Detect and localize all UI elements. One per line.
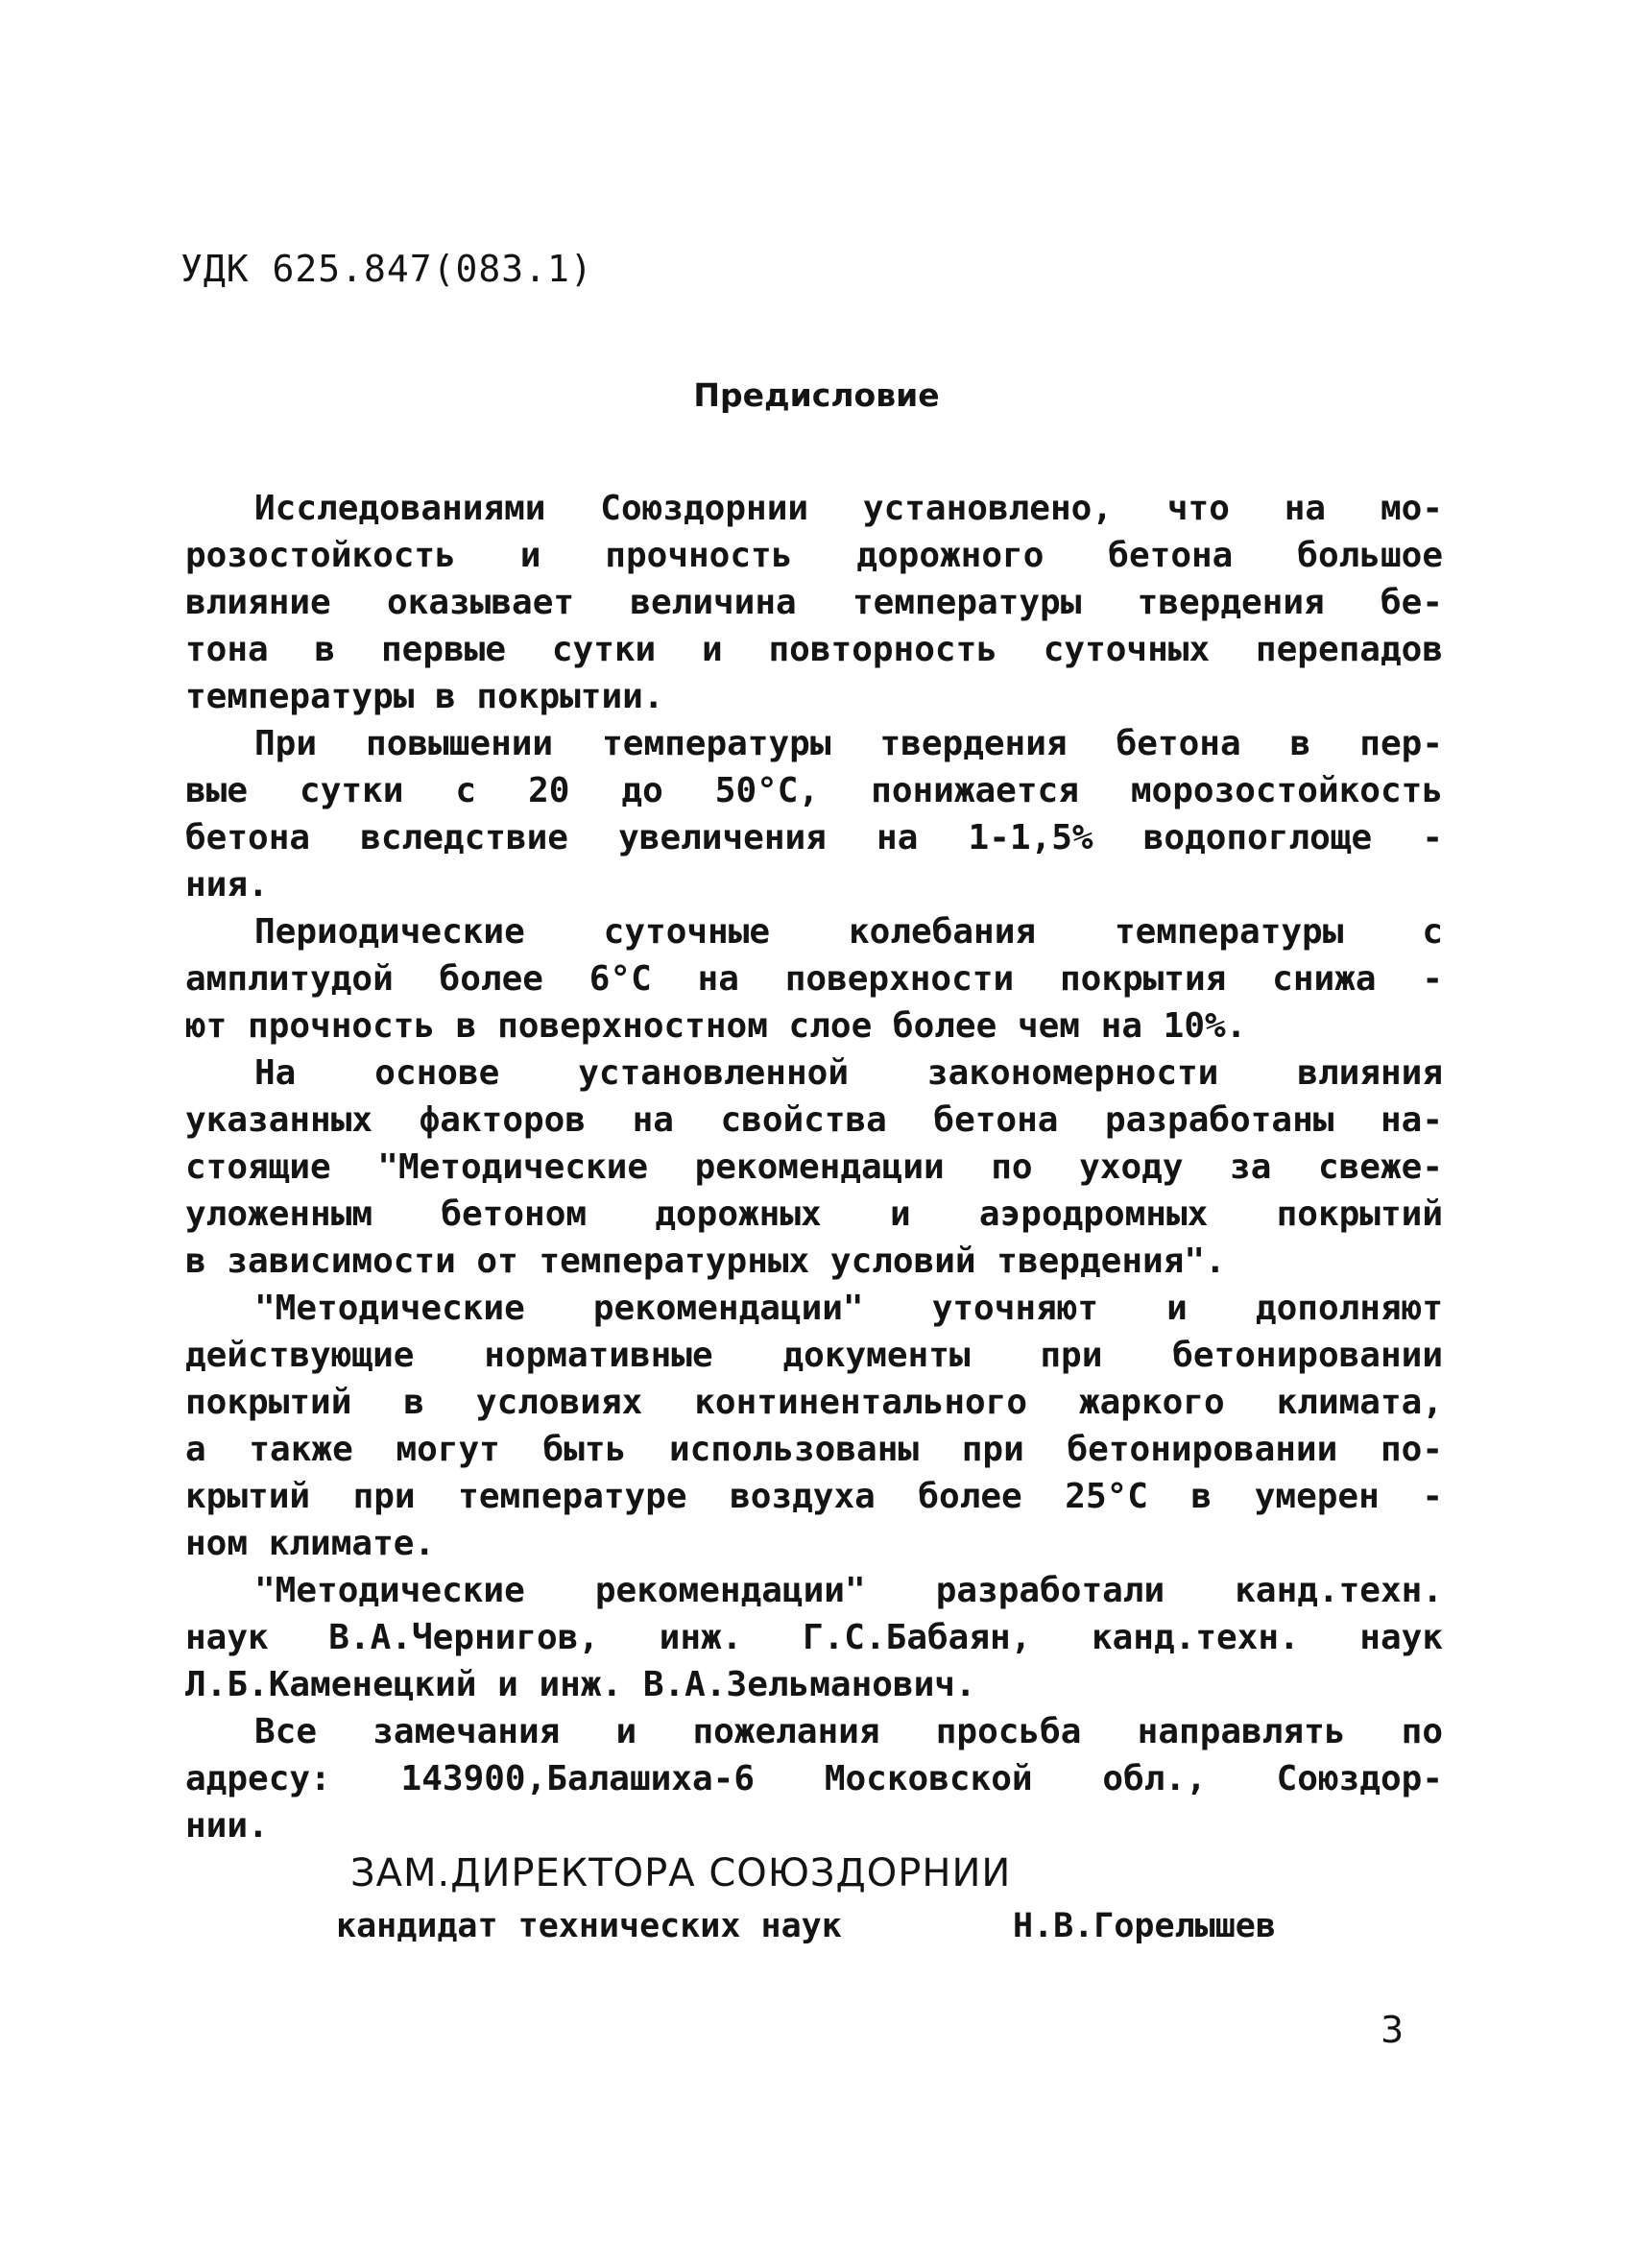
text-line: адресу: 143900,Балашиха-6 Московской обл., Союздор- — [185, 1759, 1443, 1798]
text-line: покрытий в условиях континентального жаркого климата, — [185, 1383, 1443, 1422]
text-line: ют прочность в поверхностном слое более чем на 10%. — [185, 1006, 1247, 1046]
signatory-name: Н.В.Горелышев — [1013, 1907, 1276, 1945]
text-line: уложенным бетоном дорожных и аэродромных покрытий — [185, 1194, 1443, 1234]
text-line: температуры в покрытии. — [185, 677, 664, 716]
paragraph-3 — [185, 908, 1443, 1050]
text-line: тона в первые сутки и повторность суточных перепадов — [185, 630, 1443, 669]
paragraph-4 — [185, 1050, 1443, 1285]
text-line: ния. — [185, 865, 269, 905]
text-line: в зависимости от температурных условий твердения". — [185, 1242, 1226, 1281]
text-line: бетона вследствие увеличения на 1-1,5% водопоглоще - — [185, 818, 1443, 857]
text-line: амплитудой более 6°С на поверхности покрытия снижа - — [185, 959, 1443, 999]
paragraph-2 — [185, 720, 1443, 908]
text-line: влияние оказывает величина температуры твердения бе- — [185, 583, 1443, 622]
text-line: Л.Б.Каменецкий и инж. В.А.Зельманович. — [185, 1665, 976, 1704]
text-line: наук В.А.Чернигов, инж. Г.С.Бабаян, канд.техн. наук — [185, 1618, 1443, 1657]
text-line: стоящие "Методические рекомендации по уходу за свеже- — [185, 1147, 1443, 1187]
text-line: ном климате. — [185, 1524, 436, 1563]
section-heading: Предисловие — [693, 376, 940, 414]
text-line: вые сутки с 20 до 50°С, понижается морозостойкость — [185, 771, 1443, 810]
text-line: нии. — [185, 1806, 269, 1846]
text-line: крытий при температуре воздуха более 25°С в умерен - — [185, 1477, 1443, 1516]
text-line: При повышении температуры твердения бетона в пер- — [254, 724, 1443, 763]
udk-code: УДК 625.847(083.1) — [180, 248, 593, 290]
text-line: "Методические рекомендации" уточняют и дополняют — [254, 1289, 1443, 1328]
signatory-degree: кандидат технических наук — [336, 1907, 842, 1945]
paragraph-7 — [185, 1708, 1443, 1849]
text-line: а также могут быть использованы при бетонировании по- — [185, 1430, 1443, 1469]
paragraph-1 — [185, 485, 1443, 720]
text-line: Исследованиями Союздорнии установлено, что на мо- — [254, 489, 1443, 528]
preface-body — [185, 485, 1443, 1849]
text-line: действующие нормативные документы при бетонировании — [185, 1336, 1443, 1375]
text-line: розостойкость и прочность дорожного бетона большое — [185, 536, 1443, 575]
text-line: На основе установленной закономерности влияния — [254, 1053, 1443, 1093]
signatory-title: ЗАМ.ДИРЕКТОРА СОЮЗДОРНИИ — [350, 1851, 1012, 1895]
paragraph-6 — [185, 1567, 1443, 1708]
text-line: указанных факторов на свойства бетона разработаны на- — [185, 1100, 1443, 1140]
paragraph-5 — [185, 1285, 1443, 1567]
text-line: "Методические рекомендации" разработали канд.техн. — [254, 1571, 1443, 1610]
text-line: Все замечания и пожелания просьба направлять по — [254, 1712, 1443, 1751]
page-number: 3 — [1381, 2009, 1405, 2051]
text-line: Периодические суточные колебания температуры с — [254, 912, 1443, 952]
